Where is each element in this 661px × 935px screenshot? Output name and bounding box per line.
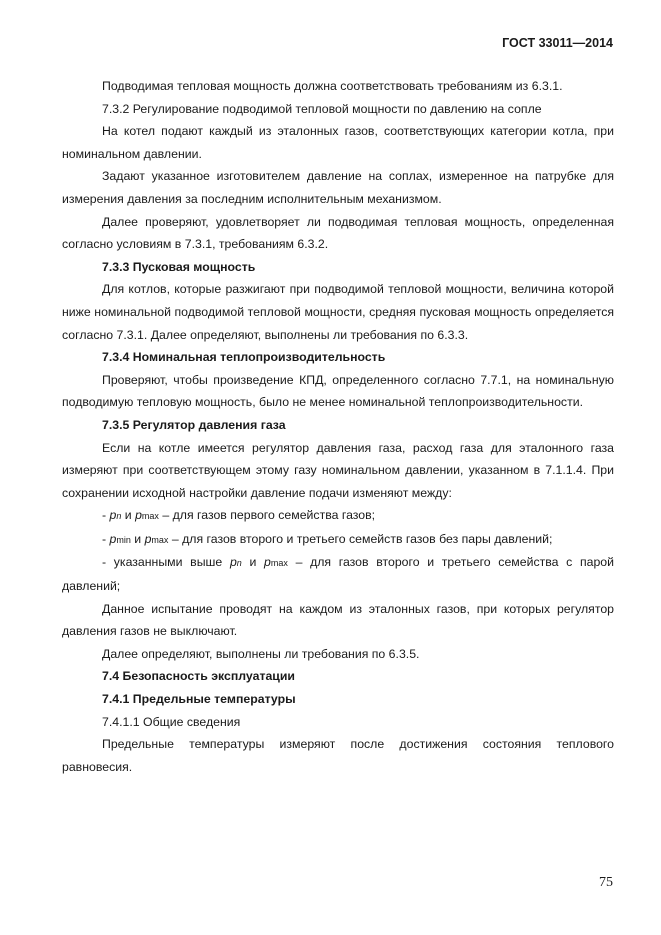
symbol: p (264, 555, 271, 570)
list-item-connector: и (241, 555, 265, 570)
symbol-subscript: n (236, 558, 242, 569)
list-item-text: – для газов второго и третьего семейства с парой давлений; (62, 555, 615, 594)
list-item-prefix: - (102, 508, 110, 523)
symbol-subscript: max (270, 558, 288, 569)
paragraph: Для котлов, которые разжигают при подводимой тепловой мощности, величина которой ниже номинальной подводимой тепловой мощности, средняя пусковая мощность определяется согласно 7.3.1. Далее определяют, выполнены ли требования по 6.3.3. (62, 282, 614, 342)
section-heading: 7.3.3 Пусковая мощность (102, 259, 256, 274)
list-item-text: – для газов второго и третьего семейств газов без пары давлений; (168, 531, 553, 546)
symbol: p (135, 508, 142, 523)
paragraph: Если на котле имеется регулятор давления газа, расход газа для эталонного газа измеряют при соответствующем этому газу номинальном давлении, указанном в 7.1.1.4. При сохранении исходной настройки давление подачи изменяют между: (62, 440, 614, 500)
symbol: p (109, 531, 117, 546)
symbol-subscript: max (141, 511, 159, 522)
page-number: 75 (599, 875, 613, 890)
list-item-connector: и (121, 508, 136, 523)
list-item (62, 551, 614, 597)
paragraph: 7.3.2 Регулирование подводимой тепловой мощности по давлению на сопле (102, 101, 542, 116)
document-body (62, 75, 614, 778)
subsection-title: 7.4.1.1 Общие сведения (102, 714, 241, 729)
section-heading: 7.4.1 Предельные температуры (102, 692, 296, 707)
symbol: p (109, 508, 117, 523)
paragraph: Далее определяют, выполнены ли требования по 6.3.5. (102, 646, 420, 661)
symbol: p (144, 531, 152, 546)
section-heading: 7.4 Безопасность эксплуатации (102, 669, 295, 684)
list-item-text: – для газов первого семейства газов; (158, 508, 376, 523)
list-item-prefix: - указанными выше (102, 555, 230, 570)
paragraph: Проверяют, чтобы произведение КПД, определенного согласно 7.7.1, на номинальную подводимую тепловую мощность, было не менее номинальной теплопроизводительности. (62, 372, 614, 410)
paragraph: Подводимая тепловая мощность должна соответствовать требованиям из 6.3.1. (102, 79, 563, 93)
symbol-subscript: min (116, 534, 131, 545)
paragraph: Задают указанное изготовителем давление на соплах, измеренное на патрубке для измерения давления за последним исполнительным механизмом. (62, 169, 614, 206)
document-header: ГОСТ 33011—2014 (502, 36, 613, 50)
symbol-subscript: max (151, 534, 169, 545)
paragraph: На котел подают каждый из эталонных газов, соответствующих категории котла, при номинальном давлении. (62, 124, 614, 161)
symbol: p (229, 555, 237, 570)
paragraph: Данное испытание проводят на каждом из эталонных газов, при которых регулятор давления газов не выключают. (62, 601, 614, 639)
list-item-connector: и (130, 531, 145, 546)
section-heading: 7.3.5 Регулятор давления газа (102, 417, 286, 432)
section-heading: 7.3.4 Номинальная теплопроизводительность (102, 350, 386, 365)
paragraph: Далее проверяют, удовлетворяет ли подводимая тепловая мощность, определенная согласно условиям в 7.3.1, требованиям 6.3.2. (62, 214, 614, 252)
symbol-subscript: n (116, 511, 122, 522)
list-item (62, 504, 614, 528)
list-item (62, 528, 614, 552)
paragraph: Предельные температуры измеряют после достижения состояния теплового равновесия. (62, 737, 614, 774)
list-item-prefix: - (102, 531, 110, 546)
